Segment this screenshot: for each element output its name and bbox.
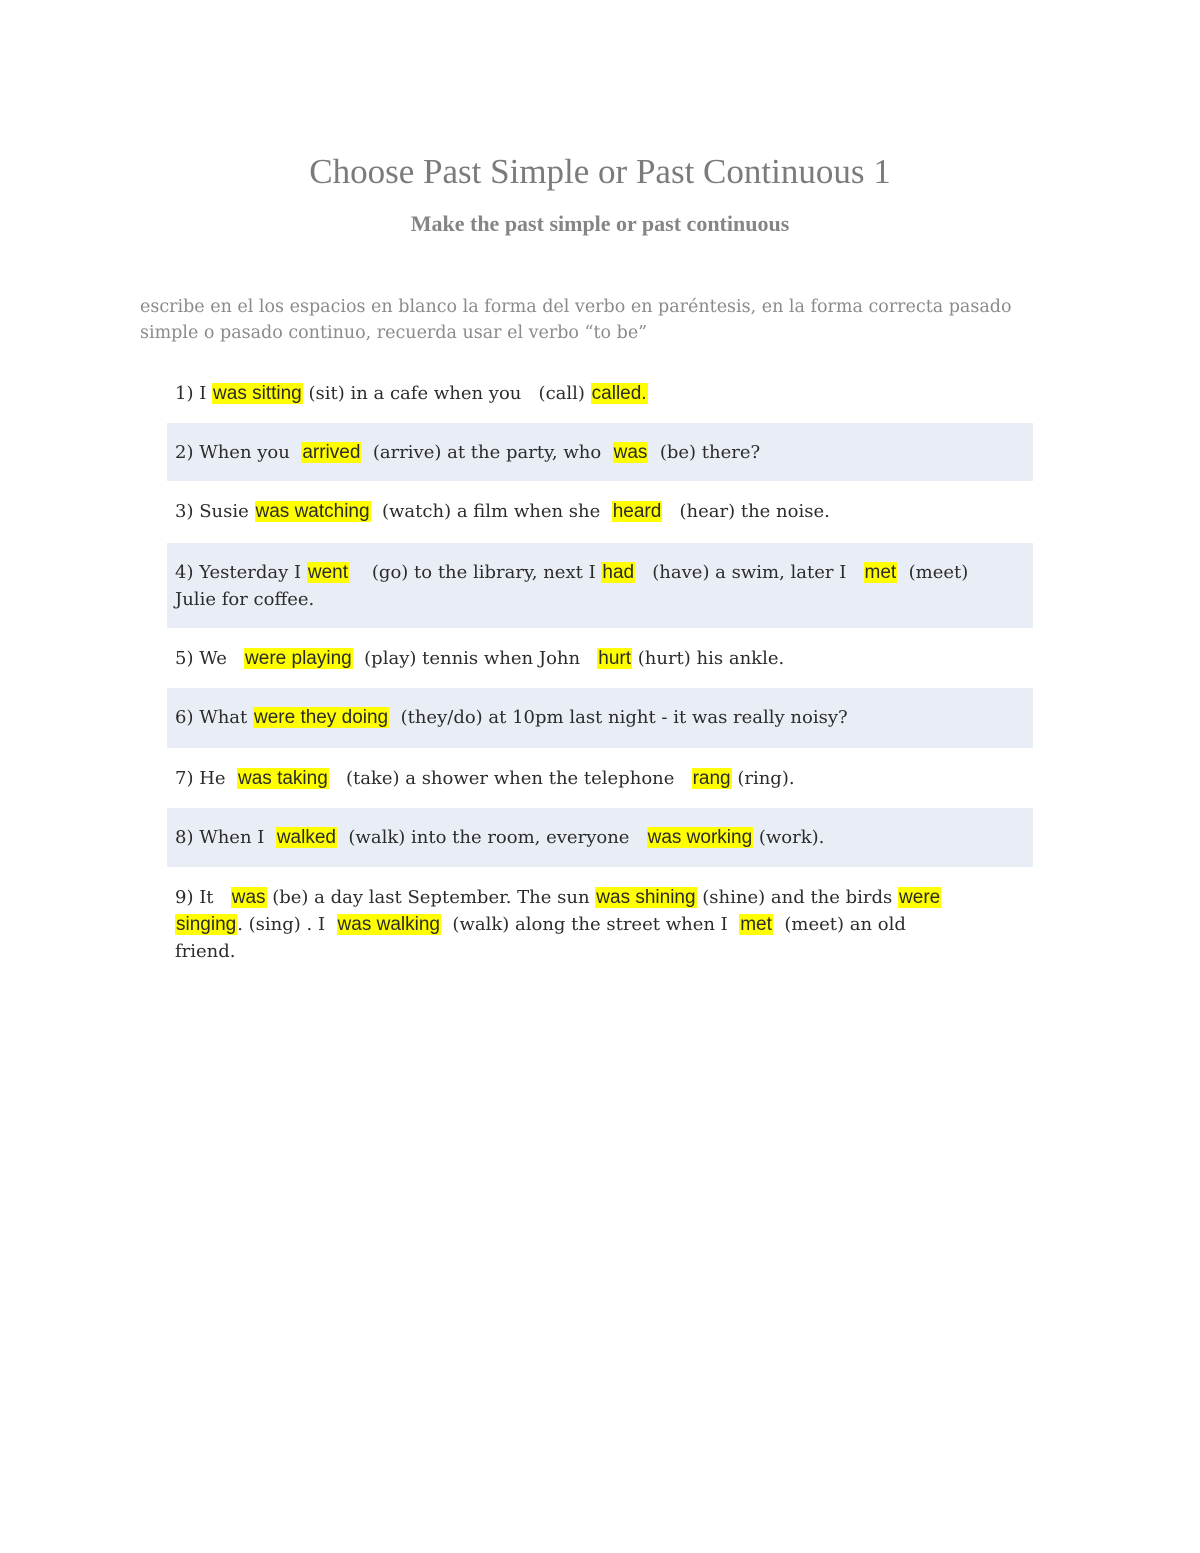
exercise-line bbox=[175, 704, 1025, 731]
answer-highlight: singing bbox=[176, 914, 237, 935]
answer-highlight: was taking bbox=[238, 768, 328, 789]
sentence-text: (be) a day last September. The sun bbox=[266, 887, 596, 908]
sentence-text: friend. bbox=[175, 941, 236, 962]
sentence-text: 7) He bbox=[175, 768, 237, 789]
answer-highlight: was sitting bbox=[213, 383, 302, 404]
answer-highlight: was working bbox=[647, 827, 753, 848]
exercise-2 bbox=[167, 423, 1033, 481]
sentence-text: (arrive) at the party, who bbox=[361, 442, 613, 463]
exercise-line bbox=[175, 586, 1025, 613]
exercise-line bbox=[175, 380, 1025, 407]
exercise-line bbox=[175, 911, 1025, 938]
answer-highlight: went bbox=[307, 562, 349, 583]
sentence-text: (have) a swim, later I bbox=[635, 562, 864, 583]
answer-highlight: were playing bbox=[245, 648, 352, 669]
answer-highlight: was shining bbox=[596, 887, 696, 908]
sentence-text: (they/do) at 10pm last night - it was really noisy? bbox=[389, 707, 848, 728]
exercise-3 bbox=[167, 482, 1033, 542]
sentence-text: 6) What bbox=[175, 707, 253, 728]
answer-highlight: met bbox=[740, 914, 772, 935]
answer-highlight: was walking bbox=[337, 914, 440, 935]
answer-highlight: walked bbox=[276, 827, 336, 848]
exercise-line bbox=[175, 938, 1025, 965]
sentence-text: (play) tennis when John bbox=[352, 648, 598, 669]
sentence-text: (work). bbox=[753, 827, 825, 848]
sentence-text: (hear) the noise. bbox=[662, 501, 830, 522]
exercise-8 bbox=[167, 808, 1033, 867]
exercise-line bbox=[175, 559, 1025, 586]
sentence-text: (shine) and the birds bbox=[696, 887, 899, 908]
sentence-text: 3) Susie bbox=[175, 501, 255, 522]
sentence-text: (be) there? bbox=[648, 442, 761, 463]
sentence-text: 5) We bbox=[175, 648, 245, 669]
answer-highlight: heard bbox=[612, 501, 662, 522]
instructions-paragraph: escribe en el los espacios en blanco la forma del verbo en paréntesis, en la forma correcta pasado simple o pasado continuo, recuerda usar el verbo “to be” bbox=[140, 297, 1012, 343]
sentence-text: Julie for coffee. bbox=[175, 589, 315, 610]
sentence-text: (take) a shower when the telephone bbox=[328, 768, 692, 789]
sentence-text: (go) to the library, next I bbox=[349, 562, 602, 583]
sentence-text: . (sing) . I bbox=[237, 914, 337, 935]
answer-highlight: was watching bbox=[255, 501, 370, 522]
exercise-line bbox=[175, 498, 1025, 525]
exercise-line bbox=[175, 824, 1025, 851]
answer-highlight: was bbox=[231, 887, 266, 908]
answer-highlight: were they doing bbox=[253, 707, 389, 728]
sentence-text: (sit) in a cafe when you (call) bbox=[302, 383, 591, 404]
exercise-5 bbox=[167, 629, 1033, 687]
sentence-text: 2) When you bbox=[175, 442, 302, 463]
sentence-text: 1) I bbox=[175, 383, 213, 404]
sentence-text: 4) Yesterday I bbox=[175, 562, 307, 583]
page-title: Choose Past Simple or Past Continuous 1 bbox=[309, 152, 891, 191]
answer-highlight: hurt bbox=[598, 648, 632, 669]
answer-highlight: were bbox=[899, 887, 941, 908]
sentence-text: (meet) an old bbox=[772, 914, 906, 935]
page-subtitle: Make the past simple or past continuous bbox=[410, 211, 790, 236]
sentence-text: (walk) into the room, everyone bbox=[336, 827, 647, 848]
exercise-1 bbox=[167, 364, 1033, 422]
answer-highlight: had bbox=[602, 562, 635, 583]
sentence-text: (watch) a film when she bbox=[370, 501, 612, 522]
sentence-text: 8) When I bbox=[175, 827, 276, 848]
exercise-6 bbox=[167, 688, 1033, 748]
answer-highlight: called. bbox=[591, 383, 647, 404]
exercise-line bbox=[175, 884, 1025, 911]
exercise-line bbox=[175, 439, 1025, 466]
answer-highlight: met bbox=[864, 562, 897, 583]
sentence-text: (hurt) his ankle. bbox=[632, 648, 785, 669]
sentence-text: (ring). bbox=[731, 768, 795, 789]
sentence-text: (meet) bbox=[897, 562, 969, 583]
exercise-9 bbox=[167, 868, 1033, 968]
exercise-line bbox=[175, 765, 1025, 792]
answer-highlight: arrived bbox=[302, 442, 361, 463]
answer-highlight: was bbox=[613, 442, 648, 463]
exercise-line bbox=[175, 645, 1025, 672]
sentence-text: 9) It bbox=[175, 887, 231, 908]
exercise-4 bbox=[167, 543, 1033, 628]
answer-highlight: rang bbox=[692, 768, 731, 789]
exercise-7 bbox=[167, 749, 1033, 807]
sentence-text: (walk) along the street when I bbox=[440, 914, 740, 935]
